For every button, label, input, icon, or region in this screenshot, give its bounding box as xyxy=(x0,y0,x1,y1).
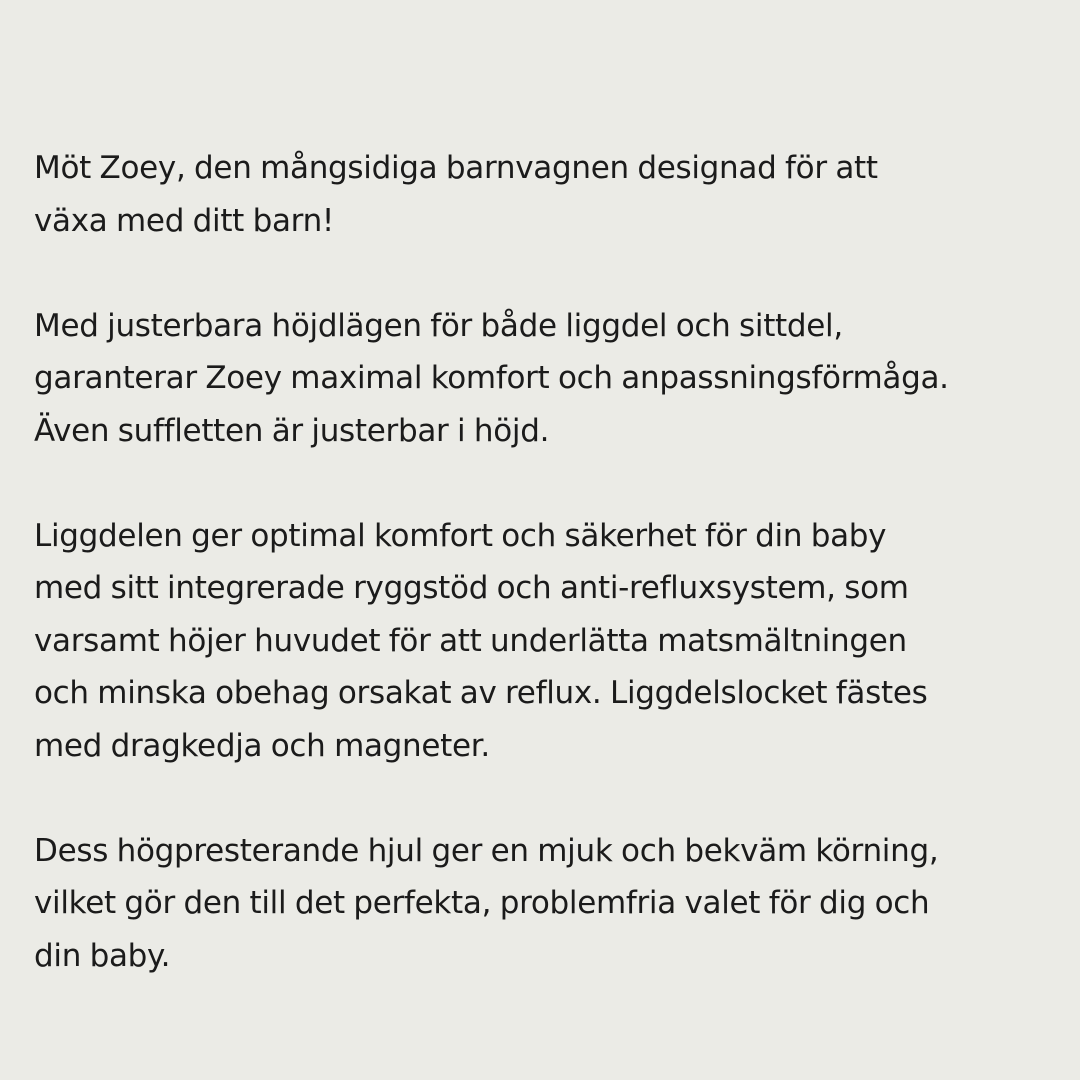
text-line: växa med ditt barn! xyxy=(34,202,335,239)
paragraph-intro xyxy=(34,142,1064,247)
text-line: och minska obehag orsakat av reflux. Liggdelslocket fästes xyxy=(34,675,928,711)
paragraph-adjustability xyxy=(34,300,1064,458)
text-line: varsamt höjer huvudet för att underlätta matsmältningen xyxy=(34,622,907,659)
text-line: Med justerbara höjdlägen för både liggdel och sittdel, xyxy=(34,307,843,344)
text-line: din baby. xyxy=(34,937,171,974)
text-line: Dess högpresterande hjul ger en mjuk och bekväm körning, xyxy=(34,832,939,869)
paragraph-wheels xyxy=(34,825,1064,983)
text-line: Möt Zoey, den mångsidiga barnvagnen designad för att xyxy=(34,150,878,186)
description-text-block xyxy=(34,142,1064,982)
paragraph-bassinet xyxy=(34,510,1064,773)
text-line: med sitt integrerade ryggstöd och anti-refluxsystem, som xyxy=(34,570,909,606)
text-line: garanterar Zoey maximal komfort och anpassningsförmåga. xyxy=(34,360,949,396)
text-line: Även suffletten är justerbar i höjd. xyxy=(34,412,550,449)
text-line: med dragkedja och magneter. xyxy=(34,727,490,764)
text-line: Liggdelen ger optimal komfort och säkerhet för din baby xyxy=(34,517,887,554)
text-line: vilket gör den till det perfekta, problemfria valet för dig och xyxy=(34,885,930,921)
